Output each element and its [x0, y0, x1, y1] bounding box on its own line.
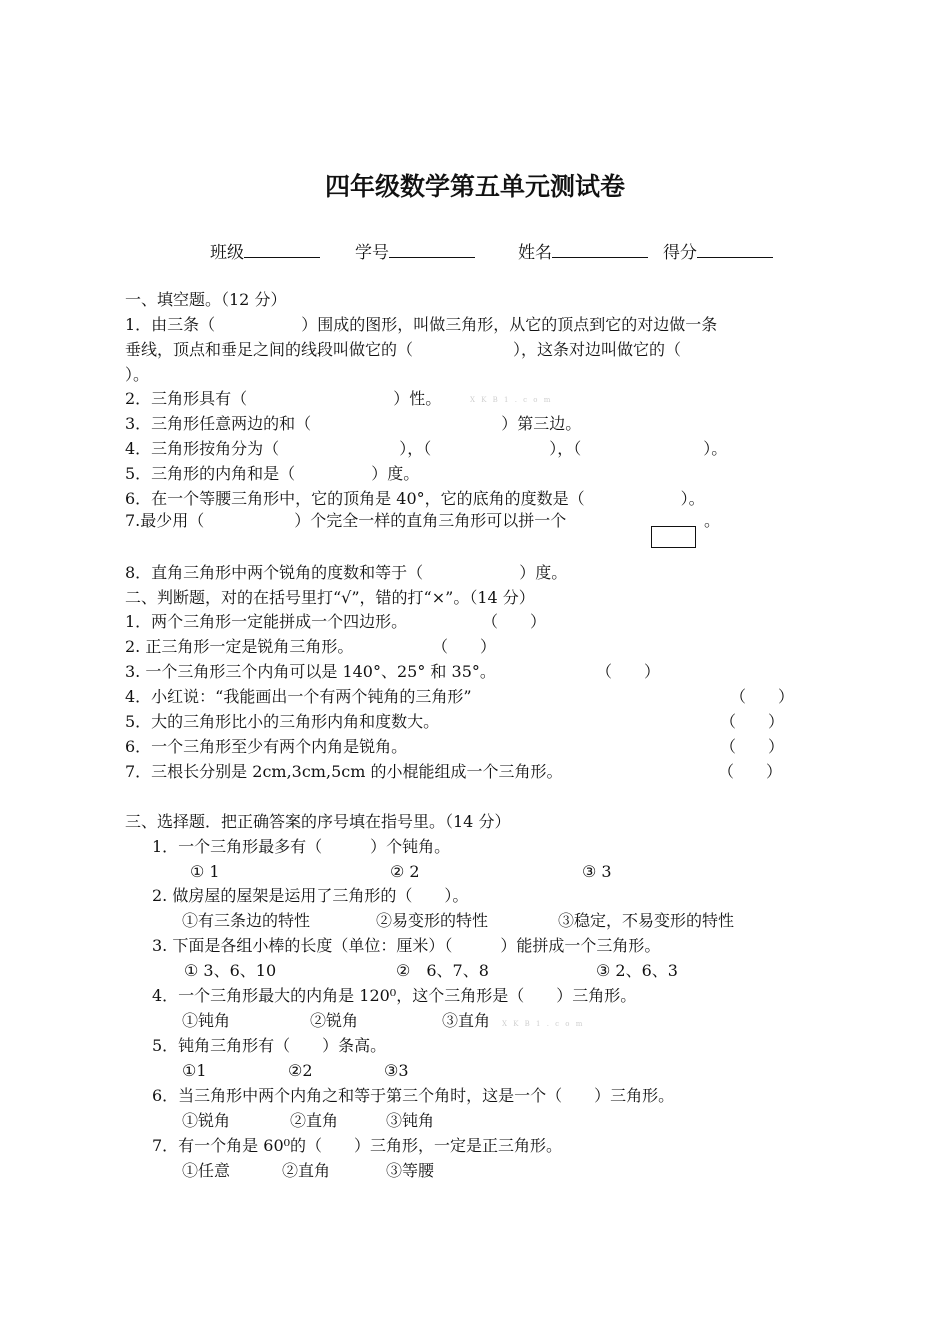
- fill-q2-text-b: ）性。: [393, 389, 442, 408]
- score-label: 得分: [663, 243, 697, 263]
- choice-q6-opt3[interactable]: ③钝角: [386, 1111, 435, 1130]
- page-title: 四年级数学第五单元测试卷: [324, 172, 625, 201]
- choice-q6-opt1[interactable]: ①锐角: [182, 1111, 231, 1130]
- choice-q6-stem: 6．当三角形中两个内角之和等于第三个角时，这是一个（ ）三角形。: [152, 1086, 675, 1105]
- choice-q4-opt3[interactable]: ③直角: [442, 1011, 491, 1030]
- fill-q7-shape-box[interactable]: [651, 526, 696, 548]
- fill-q4-text-c: ），（: [549, 439, 582, 458]
- fill-q6-text-b: ）。: [680, 489, 705, 508]
- judge-q6-answer[interactable]: （ ）: [720, 737, 785, 756]
- fill-q2: [125, 388, 441, 410]
- choice-q4-opt1[interactable]: ①钝角: [182, 1011, 231, 1030]
- choice-q4-stem: 4．一个三角形最大的内角是 120⁰，这个三角形是（ ）三角形。: [152, 986, 637, 1005]
- fill-q7: [125, 510, 566, 532]
- fill-q8: [125, 562, 567, 584]
- choice-q2-opt2[interactable]: ②易变形的特性: [376, 911, 489, 930]
- fill-q3-text-a: 3．三角形任意两边的和（: [125, 414, 312, 433]
- section3-heading: 三、选择题．把正确答案的序号填在指号里。（14 分）: [125, 812, 511, 831]
- choice-q3-opt2[interactable]: ② 6、7、8: [396, 961, 489, 980]
- name-blank[interactable]: [552, 239, 648, 258]
- fill-q4-text-b: ），（: [399, 439, 432, 458]
- fill-q5-text-b: ）度。: [371, 464, 420, 483]
- fill-q8-text-b: ）度。: [519, 563, 568, 582]
- name-field: [518, 238, 648, 263]
- fill-q7-text-b: ）个完全一样的直角三角形可以拼一个: [294, 511, 567, 530]
- fill-q4-text-a: 4．三角形按角分为（: [125, 439, 280, 458]
- watermark-1: X K B 1 . c o m: [470, 396, 553, 404]
- fill-q6: [125, 488, 705, 510]
- fill-q3: [125, 413, 581, 435]
- fill-q7-end: 。: [704, 511, 721, 530]
- judge-q3-answer[interactable]: （ ）: [596, 662, 661, 681]
- fill-q1-text-b: ）围成的图形，叫做三角形，从它的顶点到它的对边做一条: [301, 315, 718, 334]
- choice-q5-opt1[interactable]: ①1: [182, 1061, 207, 1080]
- fill-q4: [125, 438, 727, 460]
- choice-q5-stem: 5．钝角三角形有（ ）条高。: [152, 1036, 387, 1055]
- judge-q6-text: 6．一个三角形至少有两个内角是锐角。: [125, 737, 408, 756]
- choice-q3-stem: 3. 下面是各组小棒的长度（单位：厘米）（ ）能拼成一个三角形。: [152, 936, 661, 955]
- fill-q6-text-a: 6．在一个等腰三角形中，它的顶角是 40°，它的底角的度数是（: [125, 489, 585, 508]
- judge-q1-text: 1．两个三角形一定能拼成一个四边形。: [125, 612, 408, 631]
- choice-q2-opt3[interactable]: ③稳定，不易变形的特性: [558, 911, 735, 930]
- choice-q1-opt1[interactable]: ① 1: [190, 862, 220, 881]
- choice-q7-opt3[interactable]: ③等腰: [386, 1161, 435, 1180]
- choice-q2-opt1[interactable]: ①有三条边的特性: [182, 911, 311, 930]
- choice-q7-stem: 7．有一个角是 60⁰的（ ）三角形，一定是正三角形。: [152, 1136, 563, 1155]
- fill-q1-line2: [125, 339, 681, 361]
- fill-q4-text-d: ）。: [703, 439, 728, 458]
- judge-q7-answer[interactable]: （ ）: [718, 762, 783, 781]
- choice-q3-opt3[interactable]: ③ 2、6、3: [596, 961, 678, 980]
- fill-q1-line3: ）。: [125, 365, 150, 384]
- choice-q3-opt1[interactable]: ① 3、6、10: [184, 961, 277, 980]
- judge-q1-answer[interactable]: （ ）: [482, 612, 547, 631]
- class-field: [210, 238, 320, 263]
- fill-q1-text-a: 1．由三条（: [125, 315, 216, 334]
- class-label: 班级: [210, 243, 244, 263]
- choice-q1-opt2[interactable]: ② 2: [390, 862, 420, 881]
- fill-q1-line1: [125, 314, 717, 336]
- choice-q1-opt3[interactable]: ③ 3: [582, 862, 612, 881]
- fill-q2-text-a: 2．三角形具有（: [125, 389, 248, 408]
- judge-q5-text: 5．大的三角形比小的三角形内角和度数大。: [125, 712, 440, 731]
- judge-q2-text: 2. 正三角形一定是锐角三角形。: [125, 637, 354, 656]
- choice-q5-opt2[interactable]: ②2: [288, 1061, 313, 1080]
- judge-q4-answer[interactable]: （ ）: [730, 687, 795, 706]
- choice-q7-opt1[interactable]: ①任意: [182, 1161, 231, 1180]
- section2-heading: 二、判断题，对的在括号里打“√”，错的打“×”。（14 分）: [125, 588, 535, 607]
- choice-q5-opt3[interactable]: ③3: [384, 1061, 409, 1080]
- choice-q2-stem: 2. 做房屋的屋架是运用了三角形的（ ）。: [152, 886, 469, 905]
- number-field: [355, 238, 475, 263]
- section1-heading: 一、填空题。（12 分）: [125, 290, 287, 309]
- fill-q1-text-c: 垂线，顶点和垂足之间的线段叫做它的（: [125, 340, 414, 359]
- judge-q4-text: 4．小红说：“我能画出一个有两个钝角的三角形”: [125, 687, 472, 706]
- class-blank[interactable]: [244, 239, 320, 258]
- student-info-row: [0, 238, 950, 264]
- fill-q5: [125, 463, 419, 485]
- number-blank[interactable]: [389, 239, 475, 258]
- judge-q5-answer[interactable]: （ ）: [720, 712, 785, 731]
- fill-q1-text-d: ），这条对边叫做它的（: [513, 340, 682, 359]
- watermark-2: X K B 1 . c o m: [502, 1020, 585, 1028]
- score-field: [663, 238, 773, 263]
- choice-q4-opt2[interactable]: ②锐角: [310, 1011, 359, 1030]
- name-label: 姓名: [518, 243, 552, 263]
- choice-q6-opt2[interactable]: ②直角: [290, 1111, 339, 1130]
- choice-q7-opt2[interactable]: ②直角: [282, 1161, 331, 1180]
- judge-q3-text: 3. 一个三角形三个内角可以是 140°、25° 和 35°。: [125, 662, 496, 681]
- fill-q3-text-b: ）第三边。: [501, 414, 582, 433]
- fill-q5-text-a: 5．三角形的内角和是（: [125, 464, 296, 483]
- score-blank[interactable]: [697, 239, 773, 258]
- choice-q1-stem: 1．一个三角形最多有（ ）个钝角。: [152, 837, 451, 856]
- judge-q7-text: 7．三根长分别是 2cm,3cm,5cm 的小棍能组成一个三角形。: [125, 762, 563, 781]
- judge-q2-answer[interactable]: （ ）: [432, 637, 497, 656]
- fill-q7-text-a: 7.最少用（: [125, 511, 205, 530]
- fill-q8-text-a: 8．直角三角形中两个锐角的度数和等于（: [125, 563, 424, 582]
- number-label: 学号: [355, 243, 389, 263]
